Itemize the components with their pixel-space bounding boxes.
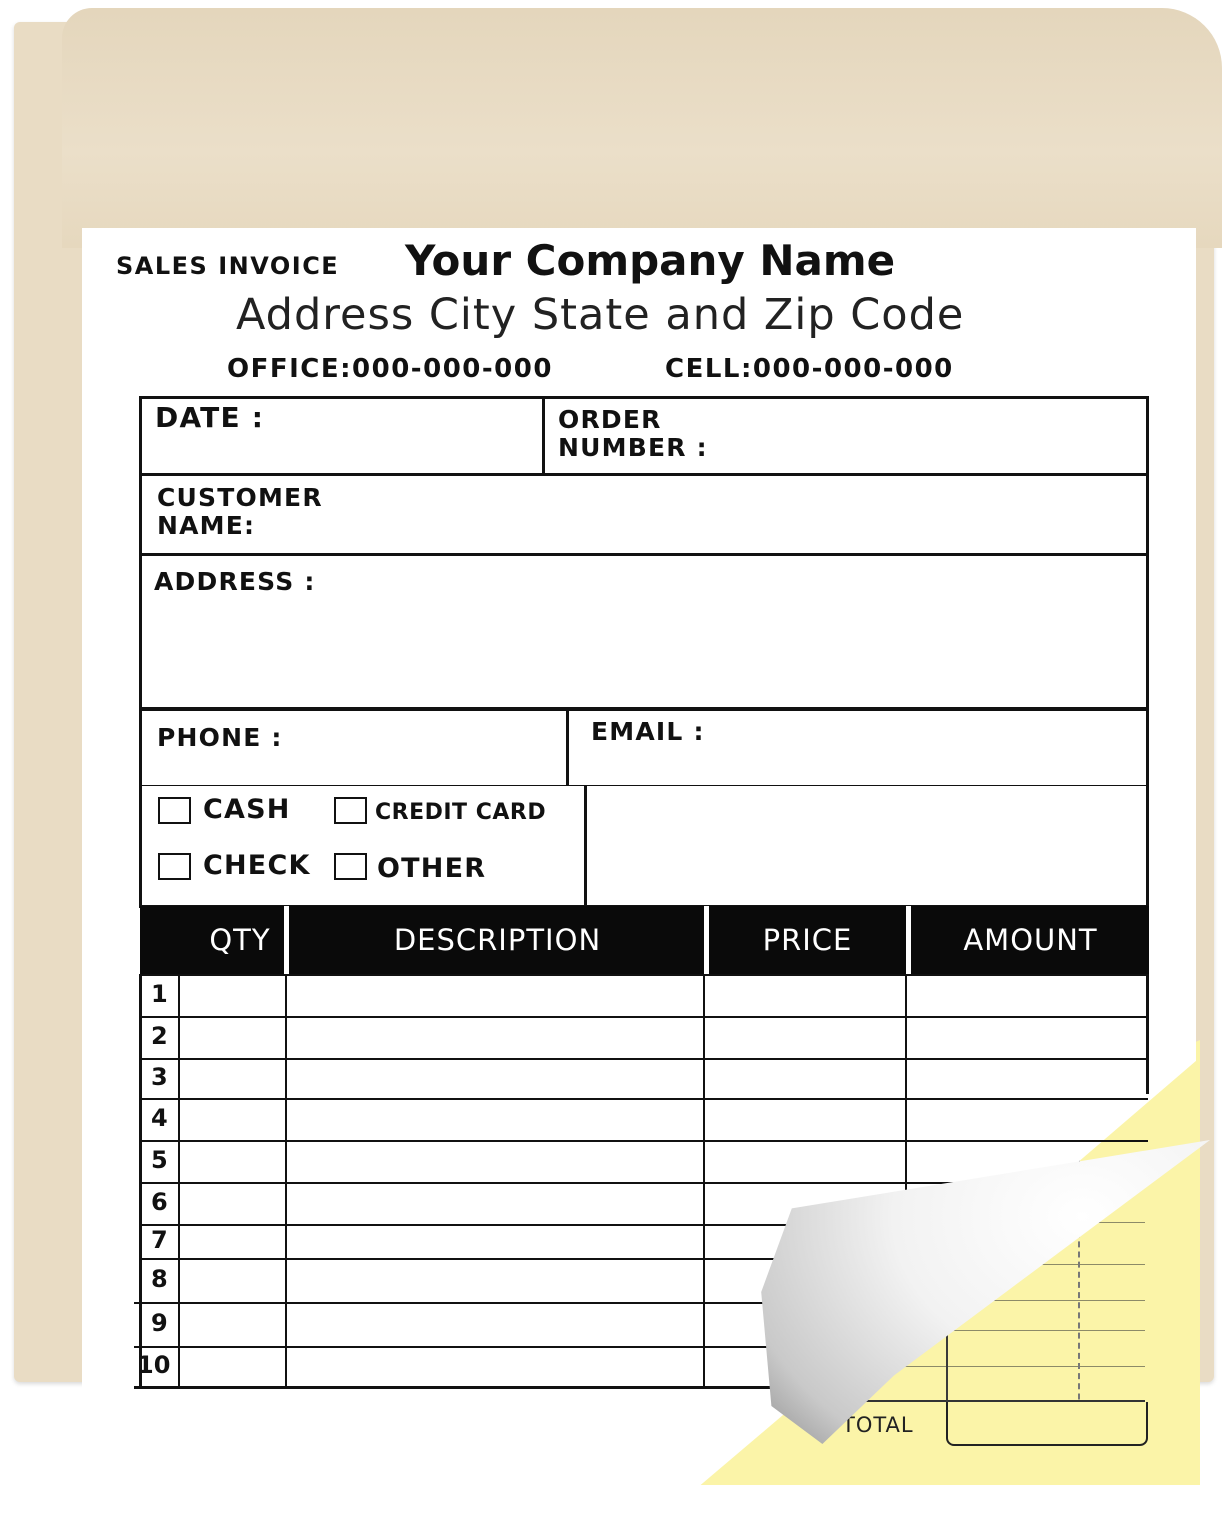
table-row-line	[140, 974, 1148, 976]
table-border-left	[139, 974, 142, 1386]
table-col-line	[905, 974, 907, 1220]
customer-label-line1: CUSTOMER	[157, 483, 323, 512]
row-number: 5	[151, 1146, 168, 1174]
header-separator	[906, 906, 911, 974]
table-col-line	[703, 974, 705, 1386]
row-number: 7	[151, 1226, 168, 1254]
row-number: 8	[151, 1265, 168, 1293]
table-header	[140, 906, 1149, 974]
company-name: Your Company Name	[405, 236, 896, 285]
row-number: 1	[151, 980, 168, 1008]
table-row-line	[140, 1016, 1148, 1018]
doc-type: SALES INVOICE	[116, 252, 340, 280]
row-number: 10	[137, 1351, 171, 1379]
pad-fold-top	[62, 8, 1222, 248]
row-number: 2	[151, 1022, 168, 1050]
check-label: CHECK	[203, 850, 311, 881]
order-label-line2: NUMBER :	[558, 433, 708, 462]
header-separator	[704, 906, 709, 974]
email-label: EMAIL :	[591, 717, 705, 746]
other-label: OTHER	[377, 853, 487, 884]
cell-phone: CELL:000-000-000	[665, 354, 954, 384]
table-row-line	[140, 1140, 1148, 1142]
total-label: TOTAL	[842, 1413, 914, 1437]
col-amount: AMOUNT	[963, 923, 1098, 957]
table-row-line	[140, 1098, 1148, 1100]
customer-label-line2: NAME:	[157, 511, 256, 540]
other-checkbox[interactable]	[334, 853, 367, 880]
header-separator	[284, 906, 289, 974]
address-line2-field[interactable]	[139, 630, 1149, 710]
office-phone: OFFICE:000-000-000	[227, 354, 553, 384]
row-number: 9	[151, 1309, 168, 1337]
col-qty: QTY	[209, 923, 271, 957]
table-row-line	[140, 1224, 825, 1226]
date-label: DATE :	[155, 401, 265, 434]
table-row-line	[134, 1386, 825, 1389]
order-label-line1: ORDER	[558, 405, 662, 434]
table-row-line	[140, 1058, 1148, 1060]
col-description: DESCRIPTION	[393, 923, 602, 957]
phone-label: PHONE :	[157, 723, 283, 752]
table-row-line	[134, 1346, 825, 1348]
address-label: ADDRESS :	[154, 567, 316, 596]
company-address: Address City State and Zip Code	[236, 290, 965, 340]
cash-checkbox[interactable]	[158, 797, 191, 824]
table-row-line	[140, 1258, 825, 1260]
check-checkbox[interactable]	[158, 853, 191, 880]
row-number: 4	[151, 1104, 168, 1132]
credit-card-checkbox[interactable]	[334, 797, 367, 824]
table-col-line	[285, 974, 287, 1386]
cash-label: CASH	[203, 794, 291, 825]
credit-card-label: CREDIT CARD	[375, 800, 547, 825]
col-price: PRICE	[762, 923, 853, 957]
table-border-right	[1146, 974, 1149, 1094]
total-box	[946, 1402, 1148, 1446]
table-row-line	[134, 1302, 825, 1304]
notes-box[interactable]	[584, 786, 1149, 908]
row-number: 3	[151, 1063, 168, 1091]
row-number: 6	[151, 1188, 168, 1216]
